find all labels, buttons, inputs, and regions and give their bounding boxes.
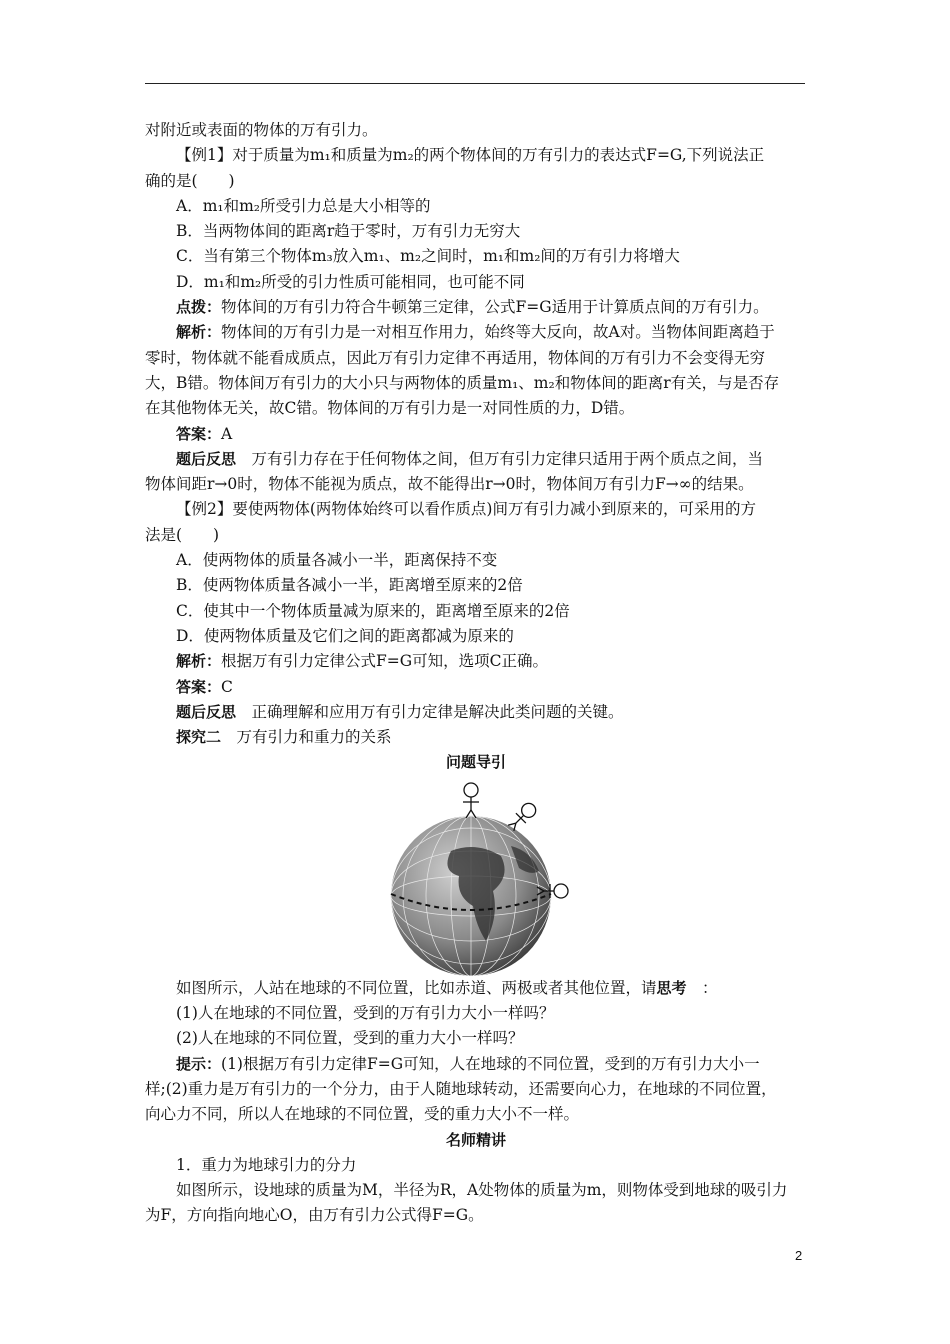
text-line <box>145 194 807 219</box>
text-line <box>145 295 807 320</box>
text-line <box>145 675 807 700</box>
line-label: 点拨： <box>176 298 222 317</box>
line-text: A．m₁和m₂所受引力总是大小相等的 <box>176 196 431 215</box>
line-text: 物体间距r→0时，物体不能视为质点，故不能得出r→0时，物体间万有引力F→∞的结果。 <box>145 475 754 494</box>
text-line <box>145 1026 807 1051</box>
line-label: 思考 <box>656 978 687 997</box>
text-line <box>145 472 807 497</box>
globe-figure <box>381 776 571 976</box>
line-text: C <box>221 677 233 696</box>
line-text: 正确理解和应用万有引力定律是解决此类问题的关键。 <box>236 702 624 721</box>
line-text: B．使两物体质量各减小一半，距离增至原来的2倍 <box>176 576 523 595</box>
line-text: 万有引力和重力的关系 <box>221 728 392 747</box>
line-text: C．当有第三个物体m₃放入m₁、m₂之间时，m₁和m₂间的万有引力将增大 <box>176 247 680 266</box>
text-line <box>145 1001 807 1026</box>
text-block-3 <box>145 1153 807 1229</box>
line-text: D．m₁和m₂所受的引力性质可能相同，也可能不同 <box>176 272 525 291</box>
line-text: 万有引力存在于任何物体之间，但万有引力定律只适用于两个质点之间，当 <box>236 449 764 468</box>
line-text: (2)人在地球的不同位置，受到的重力大小一样吗？ <box>176 1029 524 1048</box>
heading-question-guide: 问题导引 <box>445 753 506 772</box>
text-line <box>145 1102 807 1127</box>
person-top-icon <box>463 783 479 818</box>
text-line <box>145 497 807 522</box>
line-text: 确的是( ) <box>145 171 235 190</box>
line-label: 解析： <box>176 323 222 342</box>
text-line <box>145 320 807 345</box>
line-text: 法是( ) <box>145 525 220 544</box>
text-line <box>145 1077 807 1102</box>
text-line <box>145 371 807 396</box>
text-line <box>145 573 807 598</box>
page-content <box>145 118 807 1229</box>
line-text: 在其他物体无关，故C错。物体间的万有引力是一对同性质的力，D错。 <box>145 399 635 418</box>
text-line <box>145 1203 807 1228</box>
line-text: 物体间的万有引力是一对相互作用力，始终等大反向，故A对。当物体间距离趋于 <box>221 323 775 342</box>
line-text: 为F，方向指向地心O，由万有引力公式得F=G。 <box>145 1206 484 1225</box>
text-line <box>145 725 807 750</box>
line-text: A <box>221 424 233 443</box>
text-line <box>145 700 807 725</box>
line-label: 题后反思 <box>176 449 237 468</box>
line-text: (1)根据万有引力定律F=G可知，人在地球的不同位置，受到的万有引力大小一 <box>221 1054 760 1073</box>
text-line <box>145 599 807 624</box>
line-text: 零时，物体就不能看成质点，因此万有引力定律不再适用，物体间的万有引力不会变得无穷 <box>145 348 766 367</box>
line-label: 答案： <box>176 677 222 696</box>
text-line <box>145 143 807 168</box>
line-text: 向心力不同，所以人在地球的不同位置，受的重力大小不一样。 <box>145 1105 580 1124</box>
line-text: C．使其中一个物体质量减为原来的，距离增至原来的2倍 <box>176 601 570 620</box>
page-number: 2 <box>795 1248 803 1263</box>
line-text: 大，B错。物体间万有引力的大小只与两物体的质量m₁、m₂和物体间的距离r有关，与是否存 <box>145 373 780 392</box>
text-line <box>145 244 807 269</box>
line-label: 探究二 <box>176 728 222 747</box>
line-text: 对附近或表面的物体的万有引力。 <box>145 121 378 139</box>
line-label: 答案： <box>176 424 222 443</box>
text-line <box>145 1052 807 1077</box>
line-text: 如图所示，设地球的质量为M，半径为R，A处物体的质量为m，则物体受到地球的吸引力 <box>176 1181 788 1200</box>
line-text: A．使两物体的质量各减小一半，距离保持不变 <box>176 551 498 570</box>
text-line <box>145 523 807 548</box>
text-line <box>145 624 807 649</box>
text-line <box>145 1178 807 1203</box>
line-text: 【例1】对于质量为m₁和质量为m₂的两个物体间的万有引力的表达式F=G,下列说法正 <box>176 146 765 165</box>
text-line <box>145 649 807 674</box>
text-line <box>145 1153 807 1178</box>
line-text: 1．重力为地球引力的分力 <box>176 1155 357 1174</box>
header-rule <box>145 83 805 84</box>
line-tail: ： <box>686 978 718 997</box>
line-text: 根据万有引力定律公式F=G可知，选项C正确。 <box>221 652 549 671</box>
text-line <box>145 219 807 244</box>
heading-teacher-explanation: 名师精讲 <box>445 1130 506 1149</box>
text-line <box>145 396 807 421</box>
text-line <box>145 447 807 472</box>
line-text: 如图所示，人站在地球的不同位置，比如赤道、两极或者其他位置，请 <box>176 978 657 997</box>
line-label: 解析： <box>176 652 222 671</box>
line-text: 物体间的万有引力符合牛顿第三定律，公式F=G适用于计算质点间的万有引力。 <box>221 298 769 317</box>
line-label: 题后反思 <box>176 702 237 721</box>
text-line <box>145 118 807 143</box>
text-block-1 <box>145 118 807 750</box>
text-block-2 <box>145 976 807 1128</box>
line-label: 提示： <box>176 1054 222 1073</box>
text-line <box>145 346 807 371</box>
line-text: 【例2】要使两物体(两物体始终可以看作质点)间万有引力减小到原来的，可采用的方 <box>176 500 756 519</box>
line-text: (1)人在地球的不同位置，受到的万有引力大小一样吗？ <box>176 1004 555 1023</box>
text-line <box>145 270 807 295</box>
line-text: B．当两物体间的距离r趋于零时，万有引力无穷大 <box>176 222 521 241</box>
text-line <box>145 548 807 573</box>
text-line <box>145 976 807 1001</box>
text-line <box>145 169 807 194</box>
line-text: D．使两物体质量及它们之间的距离都减为原来的 <box>176 626 514 645</box>
line-text: 样;(2)重力是万有引力的一个分力，由于人随地球转动，还需要向心力，在地球的不同位置， <box>145 1079 777 1098</box>
text-line <box>145 422 807 447</box>
